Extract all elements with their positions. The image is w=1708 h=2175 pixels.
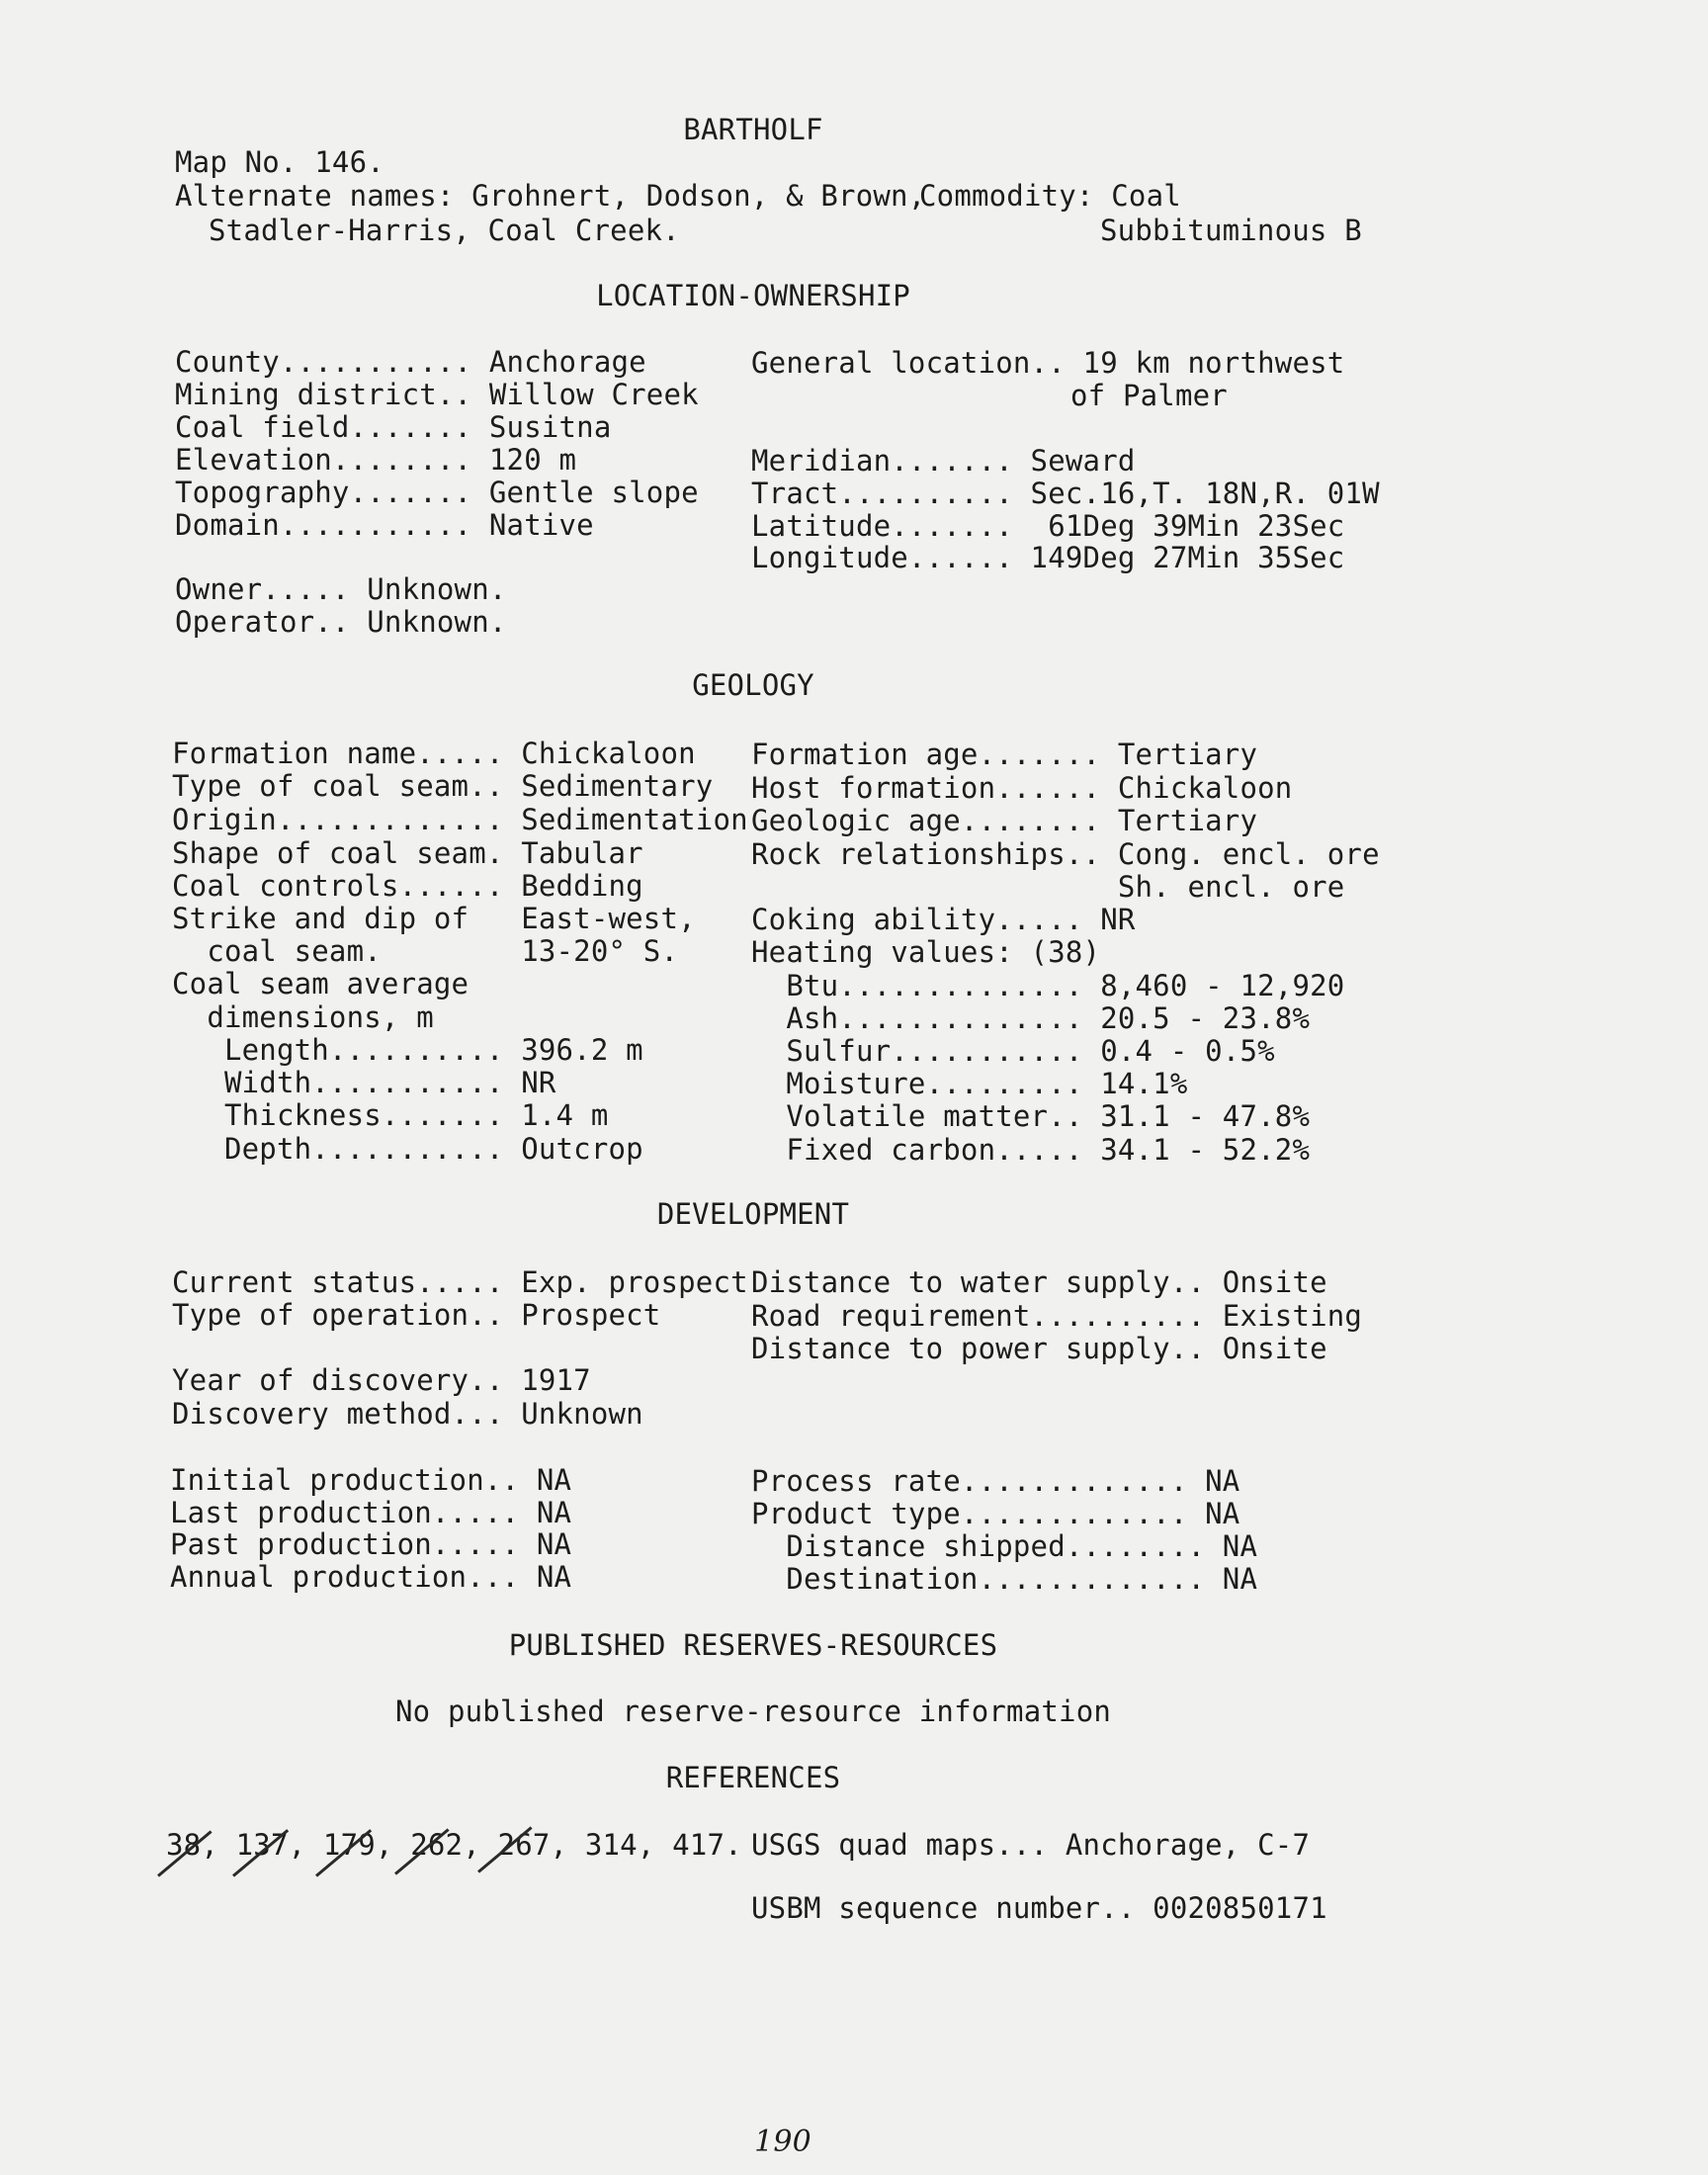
last-production: Last production..... NA bbox=[170, 1496, 572, 1529]
geology-row: Coal controls...... Bedding bbox=[172, 869, 643, 903]
geology-row: Sulfur........... 0.4 - 0.5% bbox=[751, 1034, 1275, 1068]
destination: Destination............. NA bbox=[751, 1562, 1258, 1596]
general-location-2: of Palmer bbox=[1070, 379, 1228, 412]
geology-row: Origin............. Sedimentation bbox=[172, 803, 748, 836]
general-location: General location.. 19 km northwest bbox=[751, 346, 1345, 380]
geology-row: Heating values: (38) bbox=[751, 935, 1101, 969]
year-of-discovery: Year of discovery.. 1917 bbox=[172, 1363, 591, 1397]
initial-production: Initial production.. NA bbox=[170, 1463, 572, 1497]
location-ownership-heading: LOCATION-OWNERSHIP bbox=[596, 279, 910, 312]
meridian: Meridian....... Seward bbox=[751, 444, 1136, 478]
geology-row: Formation name..... Chickaloon bbox=[172, 737, 696, 770]
geology-row: Rock relationships.. Cong. encl. ore bbox=[751, 837, 1380, 871]
geology-row: Coal seam average bbox=[172, 967, 470, 1000]
geology-row: Geologic age........ Tertiary bbox=[751, 804, 1258, 837]
alternate-names-line-1: Alternate names: Grohnert, Dodson, & Brown, bbox=[175, 179, 926, 213]
geology-row: Volatile matter.. 31.1 - 47.8% bbox=[751, 1099, 1311, 1133]
road-requirement: Road requirement.......... Existing bbox=[751, 1299, 1363, 1333]
county: County........... Anchorage bbox=[175, 345, 646, 379]
process-rate: Process rate............. NA bbox=[751, 1464, 1240, 1498]
geology-row: coal seam. 13-20° S. bbox=[172, 934, 679, 968]
tract: Tract.......... Sec.16,T. 18N,R. 01W bbox=[751, 477, 1380, 510]
geology-row: Depth........... Outcrop bbox=[172, 1132, 643, 1166]
geology-row: Strike and dip of East-west, bbox=[172, 902, 696, 935]
elevation: Elevation........ 120 m bbox=[175, 443, 577, 477]
geology-heading: GEOLOGY bbox=[692, 668, 814, 702]
geology-row: dimensions, m bbox=[172, 1000, 434, 1034]
product-type: Product type............. NA bbox=[751, 1497, 1240, 1530]
latitude: Latitude....... 61Deg 39Min 23Sec bbox=[751, 509, 1345, 543]
page-number: 190 bbox=[754, 2125, 811, 2159]
type-of-operation: Type of operation.. Prospect bbox=[172, 1298, 661, 1332]
topography: Topography....... Gentle slope bbox=[175, 476, 699, 509]
geology-row: Coking ability..... NR bbox=[751, 903, 1136, 936]
alternate-names-line-2: Stadler-Harris, Coal Creek. bbox=[209, 214, 680, 247]
geology-row: Formation age....... Tertiary bbox=[751, 738, 1258, 771]
commodity: Commodity: Coal bbox=[919, 179, 1181, 213]
domain: Domain........... Native bbox=[175, 508, 594, 542]
geology-row: Sh. encl. ore bbox=[751, 870, 1345, 904]
development-heading: DEVELOPMENT bbox=[656, 1197, 850, 1231]
operator: Operator.. Unknown. bbox=[175, 605, 507, 639]
geology-row: Fixed carbon..... 34.1 - 52.2% bbox=[751, 1133, 1311, 1167]
reserves-heading: PUBLISHED RESERVES-RESOURCES bbox=[508, 1628, 998, 1662]
mining-district: Mining district.. Willow Creek bbox=[175, 378, 699, 411]
references-heading: REFERENCES bbox=[665, 1761, 841, 1794]
page-title: BARTHOLF bbox=[683, 113, 823, 146]
geology-row: Thickness....... 1.4 m bbox=[172, 1098, 609, 1132]
discovery-method: Discovery method... Unknown bbox=[172, 1397, 643, 1431]
geology-row: Shape of coal seam. Tabular bbox=[172, 836, 643, 870]
geology-row: Width........... NR bbox=[172, 1066, 556, 1099]
reserves-text: No published reserve-resource information bbox=[394, 1695, 1112, 1728]
geology-row: Type of coal seam.. Sedimentary bbox=[172, 769, 714, 803]
geology-row: Moisture......... 14.1% bbox=[751, 1067, 1188, 1100]
map-number: Map No. 146. bbox=[175, 145, 384, 179]
power-supply-distance: Distance to power supply.. Onsite bbox=[751, 1332, 1327, 1365]
distance-shipped: Distance shipped........ NA bbox=[751, 1529, 1258, 1563]
past-production: Past production..... NA bbox=[170, 1527, 572, 1561]
geology-row: Ash.............. 20.5 - 23.8% bbox=[751, 1001, 1311, 1035]
usgs-quad-maps: USGS quad maps... Anchorage, C-7 bbox=[751, 1828, 1311, 1862]
usbm-sequence-number: USBM sequence number.. 0020850171 bbox=[751, 1891, 1327, 1925]
coal-field: Coal field....... Susitna bbox=[175, 410, 612, 444]
reference-list: 38, 137, 179, 262, 267, 314, 417. bbox=[166, 1828, 742, 1862]
current-status: Current status..... Exp. prospect bbox=[172, 1265, 748, 1299]
geology-row: Length.......... 396.2 m bbox=[172, 1033, 643, 1067]
geology-row: Btu.............. 8,460 - 12,920 bbox=[751, 969, 1345, 1002]
annual-production: Annual production... NA bbox=[170, 1560, 572, 1594]
geology-row: Host formation...... Chickaloon bbox=[751, 771, 1293, 805]
longitude: Longitude...... 149Deg 27Min 35Sec bbox=[751, 541, 1345, 574]
owner: Owner..... Unknown. bbox=[175, 572, 507, 606]
commodity-rank: Subbituminous B bbox=[1100, 214, 1362, 247]
water-supply-distance: Distance to water supply.. Onsite bbox=[751, 1265, 1327, 1299]
